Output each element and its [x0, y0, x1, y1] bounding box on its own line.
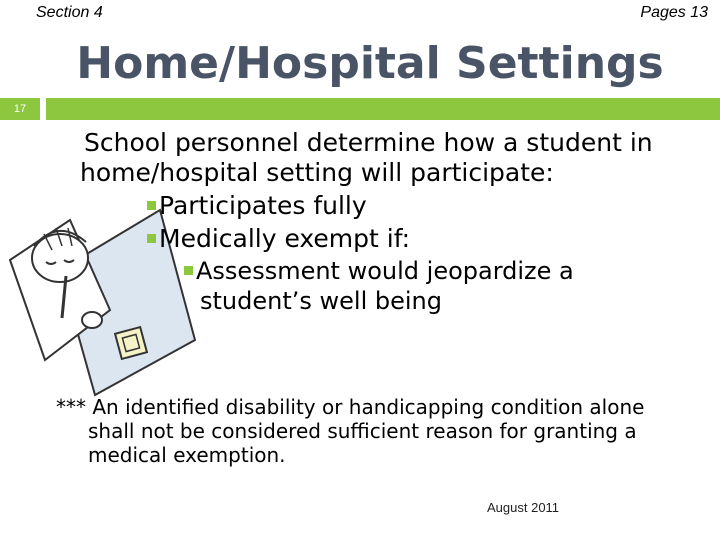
intro-line-2: home/hospital setting will participate:	[80, 158, 554, 187]
bullet-square-icon	[147, 201, 156, 210]
note-line-3: medical exemption.	[88, 443, 286, 467]
note-line-1: *** An identified disability or handicapping condition alone	[56, 395, 645, 419]
bullet-square-icon	[184, 266, 193, 275]
bullet-text: Assessment would jeopardize a	[196, 257, 574, 285]
bullet-medically-exempt	[147, 224, 410, 254]
title-divider-bar	[46, 98, 720, 120]
bullet-participates-fully	[147, 191, 367, 221]
note-line-2: shall not be considered sufficient reason for granting a	[88, 419, 637, 443]
footer-date: August 2011	[487, 500, 560, 515]
intro-line-1: School personnel determine how a student in	[84, 128, 653, 157]
bullet-text: Medically exempt if:	[159, 224, 411, 253]
slide-title: Home/Hospital Settings	[76, 38, 664, 89]
sub-bullet-continuation: student’s well being	[200, 287, 442, 315]
section-label: Section 4	[36, 4, 103, 21]
bullet-text: Participates fully	[159, 191, 367, 220]
pages-label: Pages 13	[640, 4, 708, 21]
bullet-square-icon	[147, 234, 156, 243]
sub-bullet-assessment	[184, 256, 574, 286]
slide-number-badge: 17	[0, 98, 40, 120]
